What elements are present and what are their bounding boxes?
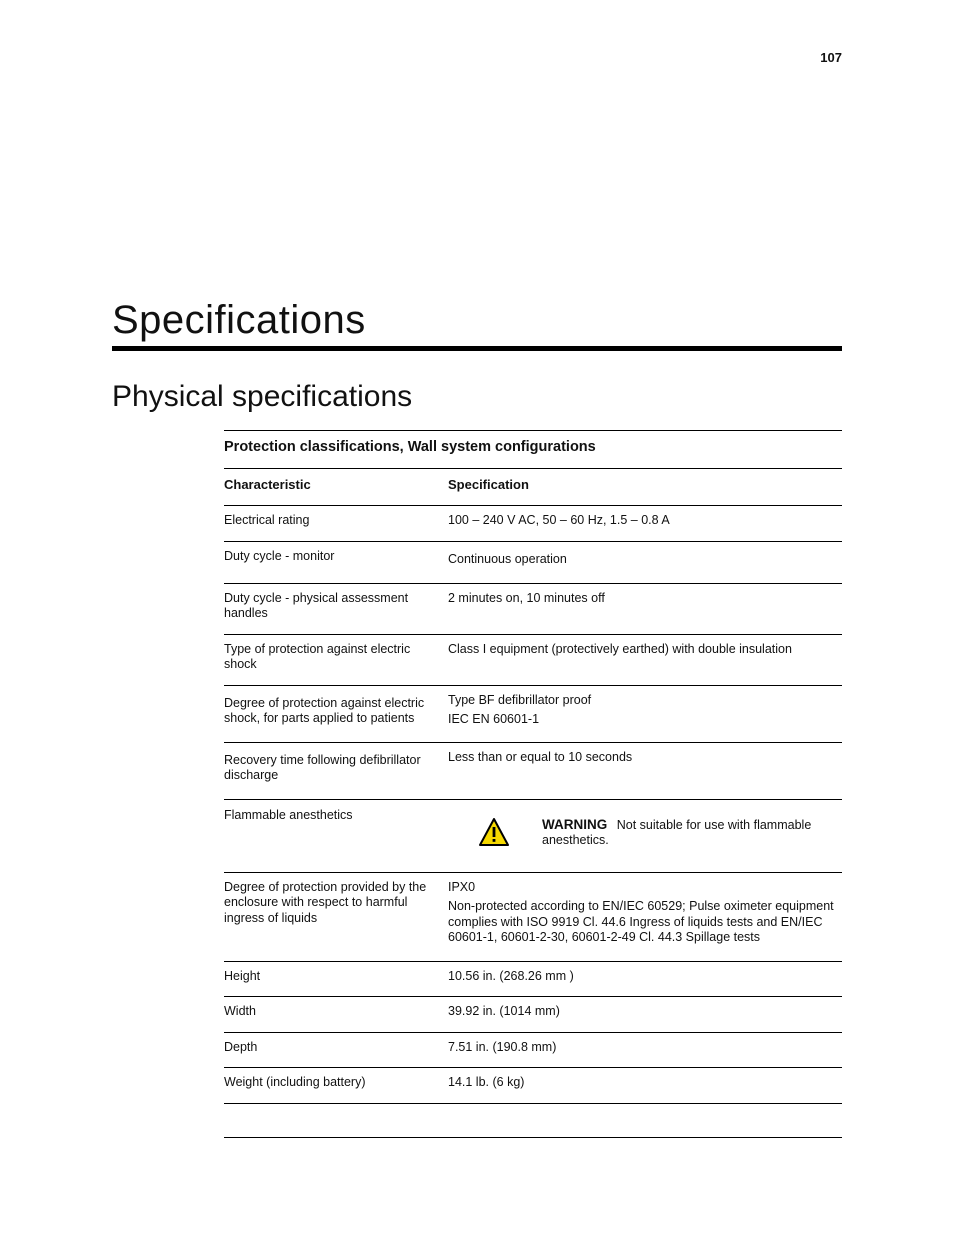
specification-text: 39.92 in. (1014 mm) xyxy=(448,1004,560,1018)
specification-text: Non-protected according to EN/IEC 60529; Pulse oximeter equipment complies with ISO 9919 Cl. 44.6 Ingress of liquids tests and EN/IEC 60601-1, 60601-2-30, 60601-2-49 Cl. 44.3 Spillage tests xyxy=(448,899,834,944)
specification-cell xyxy=(448,872,842,961)
characteristic-cell: Weight (including battery) xyxy=(224,1075,366,1089)
chapter-rule xyxy=(112,346,842,351)
specification-cell xyxy=(448,1032,842,1068)
specification-cell xyxy=(448,1068,842,1104)
page-number: 107 xyxy=(820,50,842,65)
table-row xyxy=(224,685,842,742)
header-specification: Specification xyxy=(448,476,529,492)
characteristic-cell: Width xyxy=(224,1004,256,1018)
spec-table xyxy=(224,430,842,1104)
warning-label: WARNING xyxy=(542,816,608,832)
table-row xyxy=(224,541,842,583)
characteristic-cell: Depth xyxy=(224,1039,258,1054)
specification-cell xyxy=(448,685,842,742)
characteristic-cell: Recovery time following defibrillator discharge xyxy=(224,752,421,782)
characteristic-cell: Type of protection against electric shock xyxy=(224,641,411,671)
table-row xyxy=(224,634,842,685)
specification-text: Type BF defibrillator proof xyxy=(448,692,592,707)
specification-text: IPX0 xyxy=(448,879,476,894)
characteristic-cell: Electrical rating xyxy=(224,513,310,527)
characteristic-cell: Degree of protection provided by the enclosure with respect to harmful ingress of liquids xyxy=(224,879,427,925)
table-row xyxy=(224,742,842,799)
chapter-title: Specifications xyxy=(112,298,366,342)
specification-text: Class I equipment (protectively earthed) with double insulation xyxy=(448,641,792,656)
table-row xyxy=(224,872,842,961)
table-row xyxy=(224,961,842,997)
table-caption-row xyxy=(224,431,842,469)
specification-text: 100 – 240 V AC, 50 – 60 Hz, 1.5 – 0.8 A xyxy=(448,513,670,527)
specification-text: IEC EN 60601-1 xyxy=(448,712,540,726)
table-row xyxy=(224,583,842,634)
characteristic-cell: Duty cycle - monitor xyxy=(224,548,335,563)
specification-cell xyxy=(448,506,842,542)
warning-message xyxy=(542,817,842,849)
table-row xyxy=(224,1032,842,1068)
table-row xyxy=(224,997,842,1033)
warning-text: Not suitable for use with flammable anesthetics. xyxy=(542,817,812,847)
table-row xyxy=(224,506,842,542)
characteristic-cell: Duty cycle - physical assessment handles xyxy=(224,590,409,620)
characteristic-cell: Flammable anesthetics xyxy=(224,807,353,822)
specification-text: 10.56 in. (268.26 mm ) xyxy=(448,968,574,983)
specification-text: Continuous operation xyxy=(448,551,567,566)
characteristic-cell: Degree of protection against electric shock, for parts applied to patients xyxy=(224,695,425,725)
specification-cell xyxy=(448,961,842,997)
warning-callout xyxy=(448,807,842,849)
specification-text: 14.1 lb. (6 kg) xyxy=(448,1075,525,1089)
specification-cell xyxy=(448,541,842,583)
specification-cell xyxy=(448,634,842,685)
table-row xyxy=(224,1068,842,1104)
table-caption: Protection classifications, Wall system configurations xyxy=(224,439,596,455)
section-title: Physical specifications xyxy=(112,380,413,413)
header-characteristic: Characteristic xyxy=(224,476,311,492)
specification-cell xyxy=(448,799,842,872)
specification-cell xyxy=(448,997,842,1033)
specification-cell xyxy=(448,583,842,634)
specification-text: 2 minutes on, 10 minutes off xyxy=(448,590,605,605)
warning-triangle-icon xyxy=(478,817,510,847)
specification-text: Less than or equal to 10 seconds xyxy=(448,749,633,764)
table-end-rule xyxy=(224,1137,842,1138)
table-row xyxy=(224,799,842,872)
table-header-row xyxy=(224,468,842,506)
specification-cell xyxy=(448,742,842,799)
characteristic-cell: Height xyxy=(224,968,261,983)
specification-text: 7.51 in. (190.8 mm) xyxy=(448,1039,557,1054)
